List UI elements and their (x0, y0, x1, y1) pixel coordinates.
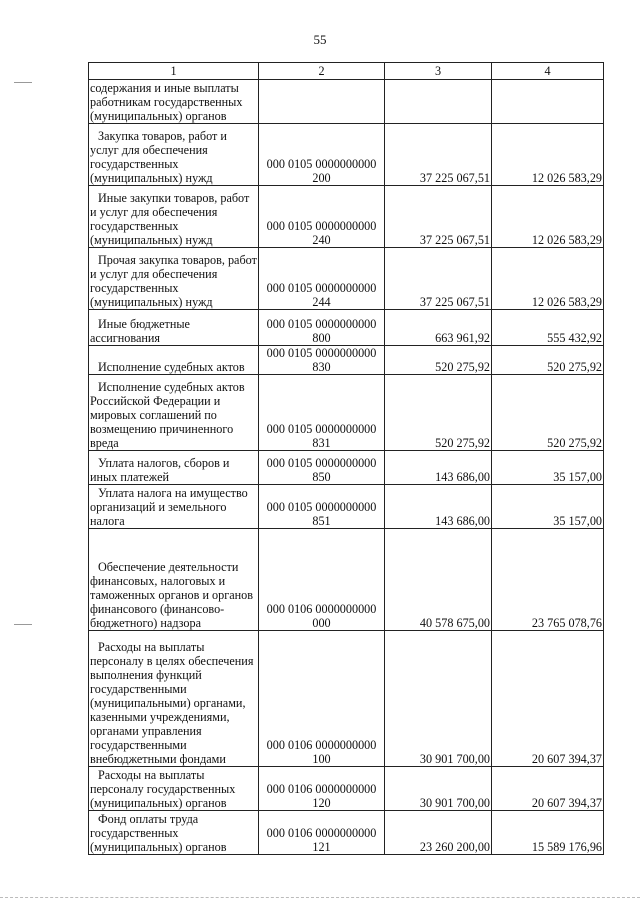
executed-amount-cell (492, 80, 604, 124)
expense-name-cell: Уплата налогов, сборов и иных платежей (89, 451, 259, 485)
expense-name-cell: Иные закупки товаров, работ и услуг для обеспечения государственных (муниципальных) нужд (89, 186, 259, 248)
budget-code-cell (259, 186, 385, 248)
budget-code-type: 100 (312, 752, 331, 766)
budget-code-type: 851 (312, 514, 331, 528)
expense-name-cell: содержания и иные выплаты работникам государственных (муниципальных) органов (89, 80, 259, 124)
budget-code-main: 000 0105 0000000000 (266, 456, 377, 470)
budget-code-type: 244 (312, 295, 331, 309)
budget-code-cell (259, 124, 385, 186)
planned-amount-cell: 520 275,92 (385, 375, 492, 451)
budget-code-cell (259, 310, 385, 346)
budget-code-main: 000 0106 0000000000 (266, 602, 377, 616)
budget-code-main: 000 0106 0000000000 (266, 738, 377, 752)
table-row (89, 767, 604, 811)
budget-code-cell (259, 451, 385, 485)
expense-name-cell: Обеспечение деятельности финансовых, налоговых и таможенных органов и органов финансового (финансово-бюджетного) надзора (89, 529, 259, 631)
budget-code-cell (259, 767, 385, 811)
budget-code-main: 000 0106 0000000000 (266, 782, 377, 796)
expense-name-cell: Исполнение судебных актов (89, 346, 259, 375)
executed-amount-cell: 555 432,92 (492, 310, 604, 346)
executed-amount-cell: 20 607 394,37 (492, 631, 604, 767)
expense-name-cell: Уплата налога на имущество организаций и земельного налога (89, 485, 259, 529)
budget-table (88, 62, 604, 855)
table-row (89, 529, 604, 631)
column-header: 3 (385, 63, 492, 80)
column-header: 2 (259, 63, 385, 80)
table-row (89, 124, 604, 186)
executed-amount-cell: 12 026 583,29 (492, 124, 604, 186)
planned-amount-cell: 23 260 200,00 (385, 811, 492, 855)
budget-code-cell (259, 811, 385, 855)
column-header: 1 (89, 63, 259, 80)
budget-code-cell (259, 631, 385, 767)
planned-amount-cell: 30 901 700,00 (385, 767, 492, 811)
expense-name-cell: Иные бюджетные ассигнования (89, 310, 259, 346)
executed-amount-cell: 20 607 394,37 (492, 767, 604, 811)
executed-amount-cell: 35 157,00 (492, 451, 604, 485)
budget-code-type: 850 (312, 470, 331, 484)
table-row (89, 485, 604, 529)
budget-code-main: 000 0105 0000000000 (266, 317, 377, 331)
planned-amount-cell: 37 225 067,51 (385, 124, 492, 186)
column-header: 4 (492, 63, 604, 80)
table-row (89, 451, 604, 485)
executed-amount-cell: 520 275,92 (492, 346, 604, 375)
executed-amount-cell: 12 026 583,29 (492, 186, 604, 248)
planned-amount-cell (385, 80, 492, 124)
table-row (89, 248, 604, 310)
budget-code-type: 240 (312, 233, 331, 247)
expense-name-cell: Расходы на выплаты персоналу государственных (муниципальных) органов (89, 767, 259, 811)
expense-name-cell: Прочая закупка товаров, работ и услуг для обеспечения государственных (муниципальных) нужд (89, 248, 259, 310)
budget-code-main: 000 0105 0000000000 (266, 500, 377, 514)
table-header-row (89, 63, 604, 80)
budget-code-cell (259, 248, 385, 310)
budget-code-type: 120 (312, 796, 331, 810)
planned-amount-cell: 143 686,00 (385, 451, 492, 485)
planned-amount-cell: 143 686,00 (385, 485, 492, 529)
budget-code-main: 000 0105 0000000000 (266, 346, 377, 360)
planned-amount-cell: 30 901 700,00 (385, 631, 492, 767)
margin-mark (14, 624, 32, 625)
planned-amount-cell: 663 961,92 (385, 310, 492, 346)
budget-code-type: 831 (312, 436, 331, 450)
planned-amount-cell: 37 225 067,51 (385, 248, 492, 310)
expense-name-cell: Исполнение судебных актов Российской Федерации и мировых соглашений по возмещению причиненного вреда (89, 375, 259, 451)
budget-code-type: 800 (312, 331, 331, 345)
expense-name-cell: Закупка товаров, работ и услуг для обеспечения государственных (муниципальных) нужд (89, 124, 259, 186)
page-number: 55 (313, 32, 327, 47)
scan-edge-line (0, 897, 640, 899)
table-row (89, 80, 604, 124)
table-row (89, 186, 604, 248)
expense-name-cell: Расходы на выплаты персоналу в целях обеспечения выполнения функций государственными (муниципальными) органами, казенными учреждениями, органами управления государственными внебюджетными фондами (89, 631, 259, 767)
planned-amount-cell: 37 225 067,51 (385, 186, 492, 248)
margin-mark (14, 82, 32, 83)
budget-code-type: 000 (312, 616, 331, 630)
budget-code-type: 200 (312, 171, 331, 185)
budget-code-cell (259, 375, 385, 451)
budget-code-type: 121 (312, 840, 331, 854)
budget-code-cell (259, 80, 385, 124)
executed-amount-cell: 520 275,92 (492, 375, 604, 451)
budget-code-main: 000 0105 0000000000 (266, 219, 377, 233)
executed-amount-cell: 12 026 583,29 (492, 248, 604, 310)
budget-code-main: 000 0105 0000000000 (266, 157, 377, 171)
budget-code-main: 000 0105 0000000000 (266, 422, 377, 436)
executed-amount-cell: 35 157,00 (492, 485, 604, 529)
table-row (89, 631, 604, 767)
budget-code-cell (259, 485, 385, 529)
table-row (89, 346, 604, 375)
expense-name-cell: Фонд оплаты труда государственных (муниципальных) органов (89, 811, 259, 855)
executed-amount-cell: 15 589 176,96 (492, 811, 604, 855)
table-row (89, 310, 604, 346)
budget-code-cell (259, 529, 385, 631)
budget-code-cell (259, 346, 385, 375)
planned-amount-cell: 520 275,92 (385, 346, 492, 375)
table-row (89, 811, 604, 855)
budget-code-type: 830 (312, 360, 331, 374)
table-body (89, 80, 604, 855)
planned-amount-cell: 40 578 675,00 (385, 529, 492, 631)
executed-amount-cell: 23 765 078,76 (492, 529, 604, 631)
budget-code-main: 000 0105 0000000000 (266, 281, 377, 295)
budget-code-main: 000 0106 0000000000 (266, 826, 377, 840)
table-row (89, 375, 604, 451)
